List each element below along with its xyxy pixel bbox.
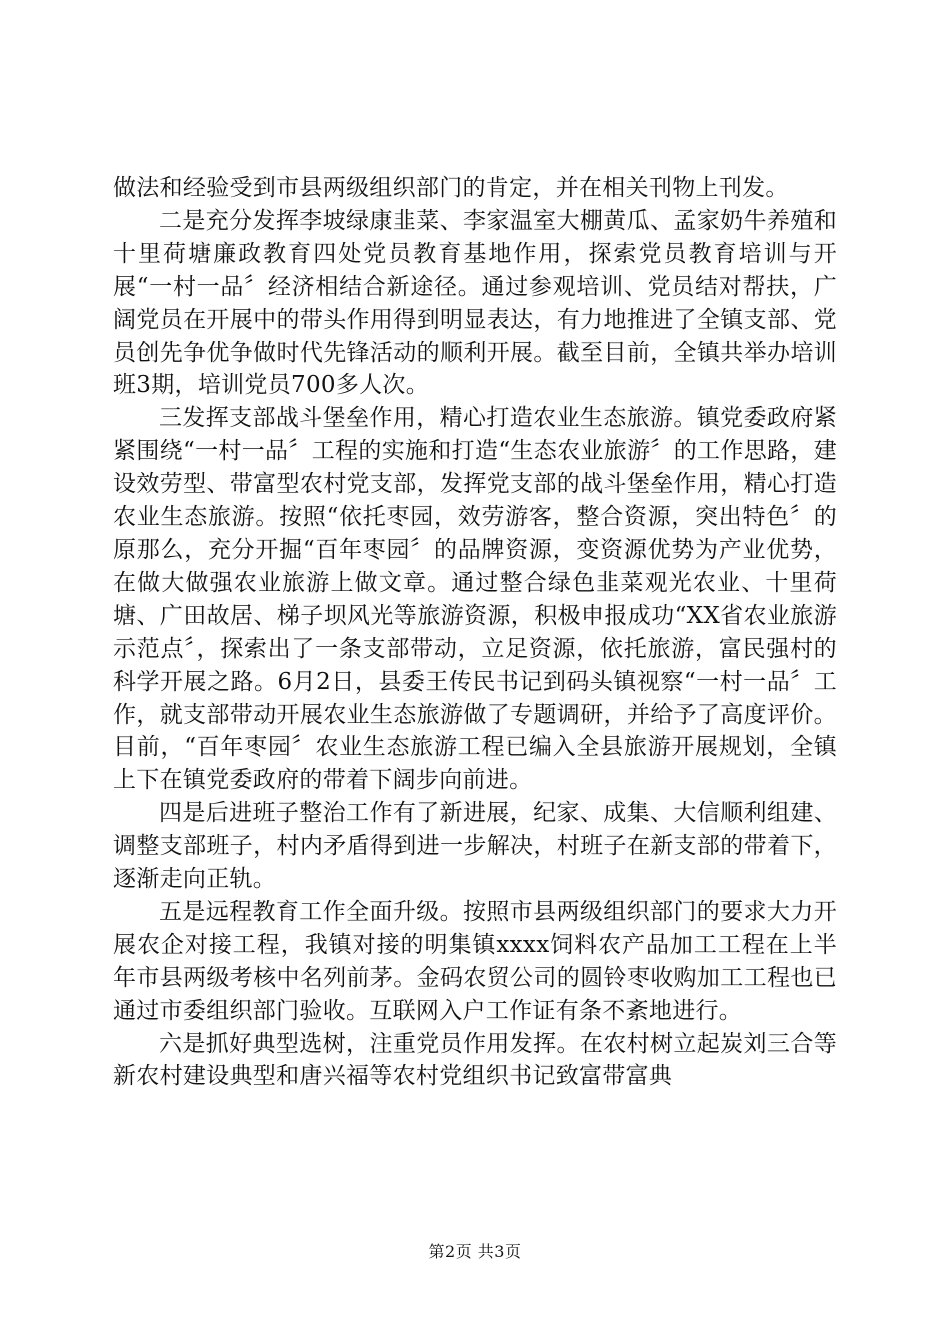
- page-number-label: 第2页 共3页: [428, 1242, 522, 1261]
- paragraph-item-3: 三发挥支部战斗堡垒作用，精心打造农业生态旅游。镇党委政府紧紧围绕“一村一品〞工程的实施和打造“生态农业旅游〞的工作思路，建设效劳型、带富型农村党支部，发挥党支部的战斗堡垒作用，精心打造农业生态旅游。按照“依托枣园，效劳游客，整合资源，突出特色〞的原那么，充分开掘“百年枣园〞的品牌资源，变资源优势为产业优势，在做大做强农业旅游上做文章。通过整合绿色韭菜观光农业、十里荷塘、广田故居、梯子坝风光等旅游资源，积极申报成功“XX省农业旅游示范点〞，探索出了一条支部带动，立足资源，依托旅游，富民强村的科学开展之路。6月2日，县委王传民书记到码头镇视察“一村一品〞工作，就支部带动开展农业生态旅游做了专题调研，并给予了高度评价。目前，“百年枣园〞农业生态旅游工程已编入全县旅游开展规划，全镇上下在镇党委政府的带着下阔步向前进。: [113, 405, 837, 794]
- page-footer: [0, 1242, 950, 1262]
- paragraph-item-6: 六是抓好典型选树，注重党员作用发挥。在农村树立起炭刘三合等新农村建设典型和唐兴福等农村党组织书记致富带富典: [113, 1030, 837, 1090]
- document-body: [113, 172, 837, 1093]
- paragraph-item-5: 五是远程教育工作全面升级。按照市县两级组织部门的要求大力开展农企对接工程，我镇对接的明集镇xxxx饲料农产品加工工程在上半年市县两级考核中名列前茅。金码农贸公司的圆铃枣收购加工工程也已通过市委组织部门验收。互联网入户工作证有条不紊地进行。: [113, 898, 837, 1024]
- paragraph-continuation: 做法和经验受到市县两级组织部门的肯定，并在相关刊物上刊发。: [113, 175, 789, 201]
- paragraph-item-4: 四是后进班子整治工作有了新进展，纪家、成集、大信顺利组建、调整支部班子，村内矛盾得到进一步解决，村班子在新支部的带着下，逐渐走向正轨。: [113, 800, 837, 893]
- paragraph-item-2: 二是充分发挥李坡绿康韭菜、李家温室大棚黄瓜、孟家奶牛养殖和十里荷塘廉政教育四处党员教育基地作用，探索党员教育培训与开展“一村一品〞经济相结合新途径。通过参观培训、党员结对帮扶，广阔党员在开展中的带头作用得到明显表达，有力地推进了全镇支部、党员创先争优争做时代先锋活动的顺利开展。截至目前，全镇共举办培训班3期，培训党员700多人次。: [113, 207, 837, 399]
